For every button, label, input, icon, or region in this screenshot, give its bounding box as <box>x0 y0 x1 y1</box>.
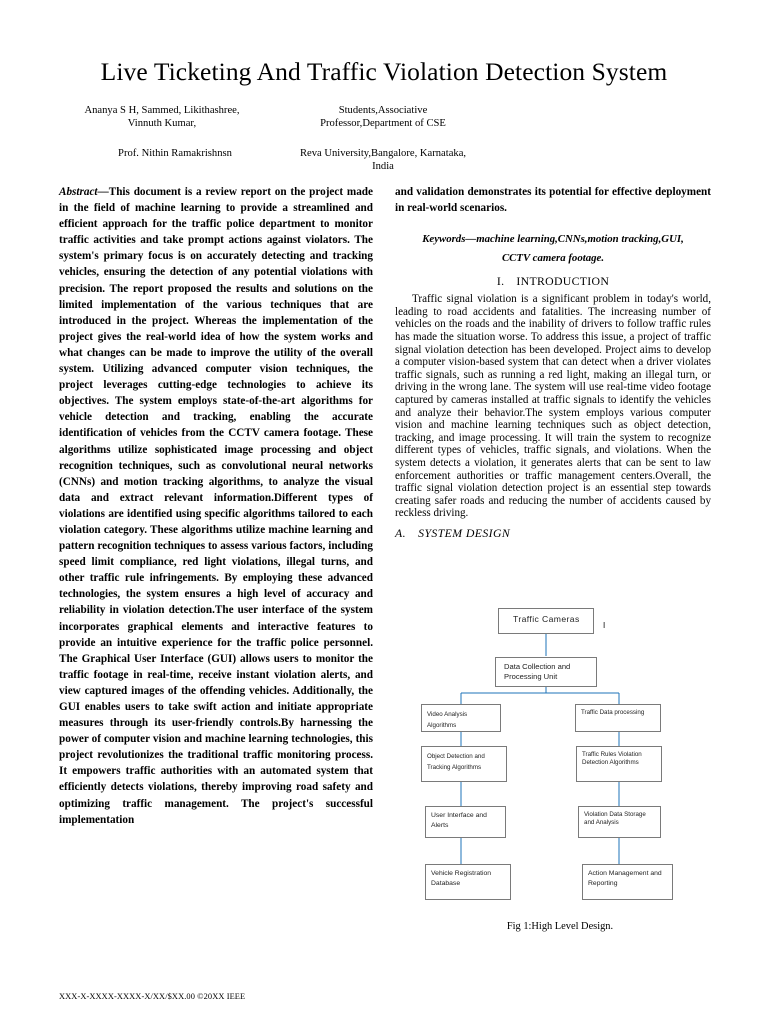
author-affiliation <box>278 148 488 173</box>
keywords-line2: CCTV camera footage. <box>501 252 605 265</box>
box-object-detection: Object Detection and Tracking Algorithms <box>421 746 507 782</box>
box-vehicle-registration: Vehicle Registration Database <box>425 864 511 900</box>
abstract-text: This document is a review report on the project made in the field of machine learning to provide a streamlined and efficient approach for the traffic police department to monitor traffic activities and take prompt actions against violators. The system's primary focus is on accurately detecting and tracking vehicles, ensuring the detection of any potential violations with precision. The report proposed the results and solutions on the limited implementation of the various techniques that are introduced in the project. Whereas the implementation of the project gives the real-world idea of how the system works and what changes can be made to improve the utility of the overall system. Utilizing advanced computer vision techniques, the project leverages cutting-edge technologies to achieve its objectives. The system employs state-of-the-art algorithms for vehicle detection and tracking, enabling the accurate identification of vehicles from the CCTV camera footage. These algorithms utilize sophisticated image processing and object recognition techniques, such as convolutional neural networks (CNNs) and motion tracking algorithms, to analyze the visual data and extract relevant information.Different types of violations are identified using specific algorithms tailored to each violation category. These algorithms utilize machine learning and pattern recognition techniques to assess various factors, including speed limit compliance, red light violations, illegal turns, and other traffic rule infringements. By employing these advanced technologies, the system ensures a high level of accuracy and reliability in violation detection.The user interface of the system incorporates graphical elements and interactive features to provide an intuitive experience for the traffic police personnel. The Graphical User Interface (GUI) allows users to monitor the traffic footage in real-time, receive instant violation alerts, and view captured images of the offending vehicles. Additionally, the GUI enables users to take swift action and initiate appropriate measures through its user-friendly controls.By harnessing the power of computer vision and machine learning technologies, this project revolutionizes the traditional traffic monitoring process. It empowers traffic authorities with an automated system that efficiently detects violations, thereby improving road safety and optimizing traffic management. The project's successful implementation <box>59 186 373 826</box>
author-roles <box>278 105 488 130</box>
box-data-collection: Data Collection and Processing Unit <box>495 657 597 687</box>
affiliation-line1: Reva University,Bangalore, Karnataka, <box>299 148 467 159</box>
author-names-line1: Ananya S H, Sammed, Likithashree, <box>84 105 240 116</box>
box-ui-alerts: User Interface and Alerts <box>425 806 506 838</box>
abstract-continued: and validation demonstrates its potential for effective deployment in real-world scenarios. <box>395 186 711 215</box>
box-rules-violation: Traffic Rules Violation Detection Algorithms <box>576 746 662 782</box>
paper-title: Live Ticketing And Traffic Violation Detection System <box>100 57 668 86</box>
introduction-heading: I. INTRODUCTION <box>496 274 610 289</box>
box-traffic-data-processing: Traffic Data processing <box>575 704 661 732</box>
abstract-dash: — <box>97 186 109 198</box>
author-names <box>58 105 266 130</box>
author-role-line1: Students,Associative <box>338 105 428 116</box>
left-column <box>59 184 373 828</box>
abstract-label: Abstract <box>59 186 98 198</box>
box-action-management: Action Management and Reporting <box>582 864 673 900</box>
author-role-line2: Professor,Department of CSE <box>320 117 446 129</box>
affiliation-line2: India <box>372 160 394 172</box>
box-video-analysis: Video Analysis Algorithms <box>421 704 501 732</box>
copyright-footer: XXX-X-XXXX-XXXX-X/XX/$XX.00 ©20XX IEEE <box>59 992 246 1001</box>
box-traffic-cameras: Traffic Cameras <box>498 608 594 634</box>
professor-name: Prof. Nithin Ramakrishnsn <box>118 148 232 159</box>
keywords-line1: Keywords—machine learning,CNNs,motion tracking,GUI, <box>422 233 684 246</box>
keywords <box>395 230 711 268</box>
right-column <box>395 184 711 541</box>
author-names-line2: Vinnuth Kumar, <box>127 117 197 129</box>
system-design-heading: A. SYSTEM DESIGN <box>395 525 511 540</box>
diagram-marker: I <box>603 621 606 630</box>
figure-caption: Fig 1:High Level Design. <box>506 921 614 932</box>
box-violation-storage: Violation Data Storage and Analysis <box>578 806 661 838</box>
introduction-text: Traffic signal violation is a significant problem in today's world, leading to road accidents and fatalities. The increasing number of vehicles on the roads and the inability of drivers to follow traffic rules has made the situation worse. To address this issue, a project of traffic signal violation detection has been developed. Project aims to develop a computer vision-based system that can detect when a driver violates traffic signals, such as running a red light, making an illegal turn, or driving in the wrong lane. The system will use real-time video footage captured by cameras installed at traffic signals to identify the vehicles and analyze their behavior.The system employs various computer vision and machine learning techniques such as object detection, tracking, and image processing. It will train the system to recognize different types of vehicles, traffic signals, and violations. When the system detects a violation, it generates alerts that can be sent to law enforcement authorities or traffic management centers.Overall, the traffic signal violation detection project is an essential step towards creating safer roads and reducing the number of accidents caused by reckless driving. <box>395 293 711 520</box>
